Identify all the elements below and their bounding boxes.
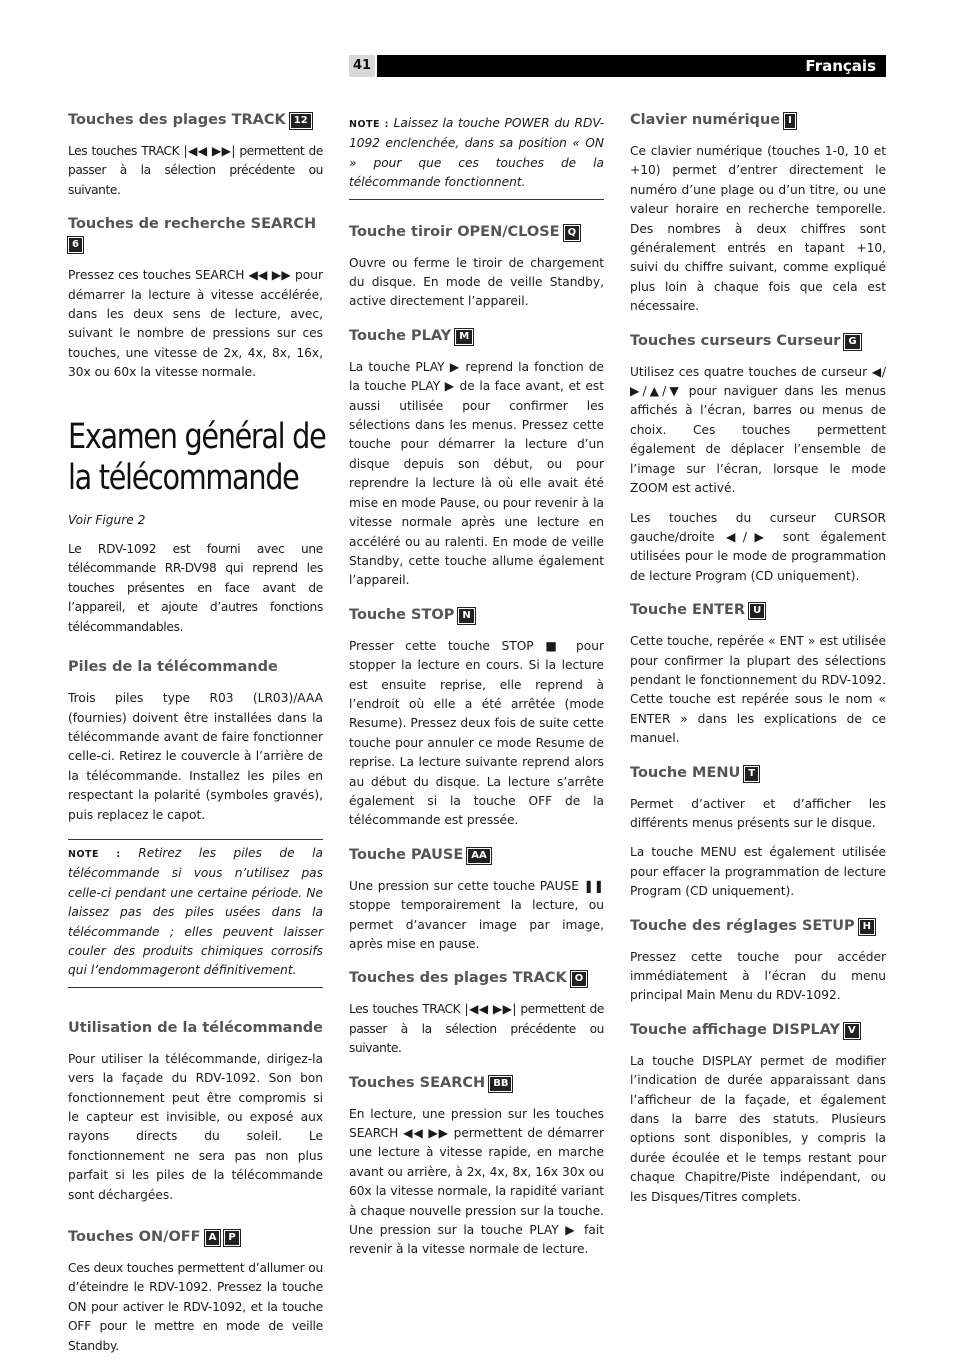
main-heading: Examen général de la télécommande <box>68 416 326 498</box>
paragraph: La touche PLAY ▶ reprend la fonction de la touche PLAY ▶ de la face avant, et est aussi utilisée pour confirmer les sélections dans les menus. Pressez cette touche pour démarrer la lecture d’un disque depuis son début, ou pour reprendre la lecture là où elle avait été mise en mode Pause, ou pour revenir à la vitesse normale après une lecture en accéléré ou au ralenti. En mode de veille Standby, cette touche allume également l’appareil. <box>349 359 604 588</box>
section-title: Utilisation de la télécommande <box>68 1019 323 1036</box>
section-remote-usage <box>68 1018 323 1205</box>
key-badge: I <box>784 113 796 129</box>
section-numeric-keypad <box>630 110 886 317</box>
paragraph: Pressez cette touche pour accéder immédiatement à l’écran du menu principal Main Menu du RDV-1092. <box>630 949 886 1003</box>
section-batteries <box>68 657 323 825</box>
section-title: Touches curseurs Curseur G <box>630 331 886 351</box>
key-badge: 6 <box>68 237 83 253</box>
section-pause <box>349 845 604 955</box>
key-badge: V <box>844 1023 860 1039</box>
key-badge: BB <box>489 1076 512 1092</box>
column-1 <box>68 110 326 1370</box>
paragraph: Une pression sur cette touche PAUSE ❚❚ stoppe temporairement la lecture, ou permet d’avancer image par image, après mise en pause. <box>349 878 604 951</box>
key-badge: 12 <box>290 113 312 129</box>
section-enter <box>630 600 886 748</box>
column-3 <box>630 110 886 1221</box>
intro-paragraph: Le RDV-1092 est fourni avec une télécommande RR-DV98 qui reprend les touches présentes en face avant de l’appareil, et ajoute d’autres fonctions télécommandables. <box>68 542 323 634</box>
section-title: Touches de recherche SEARCH 6 <box>68 214 323 254</box>
section-track-buttons <box>68 110 323 200</box>
section-cursor <box>630 331 886 586</box>
section-stop <box>349 605 604 831</box>
figure-reference: Voir Figure 2 <box>68 512 146 527</box>
key-badge: U <box>749 603 765 619</box>
key-badge: N <box>458 608 474 624</box>
section-setup <box>630 916 886 1006</box>
header-bar <box>377 55 886 77</box>
section-search-buttons <box>68 214 323 382</box>
language-label: Français <box>805 57 876 75</box>
column-2 <box>349 110 604 1274</box>
paragraph: Presser cette touche STOP ■ pour stopper la lecture en cours. Si la lecture est ensuite reprise, elle reprend à l’endroit où elle a été arrêtée (mode Resume). Pressez deux fois de suite cette touche pour annuler ce mode Resume de reprise. La lecture suivante reprend alors au début du disque. La lecture s’arrête également si la touche OFF de la télécommande est pressée. <box>349 638 604 828</box>
section-open-close <box>349 222 604 312</box>
paragraph: Les touches TRACK |◀◀ ▶▶| permettent de passer à la sélection précédente ou suivante. <box>68 144 323 197</box>
section-title: Touche MENU T <box>630 763 886 783</box>
section-title: Piles de la télécommande <box>68 659 278 676</box>
section-title: Touches SEARCH BB <box>349 1073 604 1093</box>
section-title: Touches ON/OFF A P <box>68 1227 323 1247</box>
section-title: Clavier numérique I <box>630 110 886 130</box>
section-title: Touche PLAY M <box>349 326 604 346</box>
section-play <box>349 326 604 591</box>
key-badge: T <box>744 766 759 782</box>
note-label: NOTE : <box>349 119 389 130</box>
key-badge: A <box>205 1230 221 1246</box>
note-text: NOTE : Laissez la touche POWER du RDV-1092 enclenchée, dans sa position « ON » pour que ces touches de la télécommande fonctionnent. <box>349 116 605 190</box>
key-badge: O <box>571 971 588 987</box>
key-badge: H <box>859 919 875 935</box>
key-badge: Q <box>564 225 581 241</box>
section-menu <box>630 763 886 902</box>
paragraph: En lecture, une pression sur les touches SEARCH ◀◀ ▶▶ permettent de démarrer une lecture à vitesse rapide, en marche avant ou arrière, à 2x, 4x, 8x, 16x 30x ou 60x la vitesse normale, la rapidité variant à chaque nouvelle pression sur la touche. Une pression sur la touche PLAY ▶ fait revenir à la vitesse normale de lecture. <box>349 1106 604 1257</box>
paragraph: Pour utiliser la télécommande, dirigez-la vers la façade du RDV-1092. Son bon fonctionnement peut être compromis si le capteur est invisible, ou exposé aux rayons directs du soleil. Le fonctionnement ne sera pas non plus parfait si les piles de la télécommande sont déchargées. <box>68 1051 323 1202</box>
key-badge: AA <box>467 848 490 864</box>
section-title: Touche ENTER U <box>630 600 886 620</box>
paragraph: Les touches TRACK |◀◀ ▶▶| permettent de passer à la sélection précédente ou suivante. <box>349 1002 604 1056</box>
paragraph: Les touches du curseur CURSOR gauche/droite ◀/▶ sont également utilisées pour le mode de programmation de lecture Program (CD uniquement). <box>630 510 886 583</box>
section-title: Touche tiroir OPEN/CLOSE Q <box>349 222 604 242</box>
key-badge: G <box>844 334 860 350</box>
section-title: Touche STOP N <box>349 605 604 625</box>
paragraph: Permet d’activer et d’afficher les différents menus présents sur le disque. <box>630 796 886 830</box>
key-badge: P <box>224 1230 239 1246</box>
paragraph: Utilisez ces quatre touches de curseur ◀/▶/▲/▼ pour naviguer dans les menus affichés à l’écran, barres ou menus de choix. Ces touches permettent également de déplacer l’ensemble de l’image sur l’écran, lorsque le mode ZOOM est activé. <box>630 364 886 496</box>
paragraph: Ce clavier numérique (touches 1-0, 10 et +10) permet d’entrer directement le numéro d’une plage ou d’un titre, ou une valeur horaire en recherche temporelle. Des nombres à deux chiffres sont généralement entrés en tapant +10, suivi du chiffre suivant, comme expliqué plus loin à chaque fois que cela est nécessaire. <box>630 144 886 314</box>
key-badge: M <box>455 329 473 345</box>
paragraph: Pressez ces touches SEARCH ◀◀ ▶▶ pour démarrer la lecture à vitesse accélérée, dans les deux sens de lecture, avec, suivant le nombre de pressions sur ces touches, une vitesse de 2x, 4x, 8x, 16x, 30x ou 60x la vitesse normale. <box>68 268 323 380</box>
section-title: Touche PAUSE AA <box>349 845 604 865</box>
paragraph: Ces deux touches permettent d’allumer ou d’éteindre le RDV-1092. Pressez la touche ON pour activer le RDV-1092, et la touche OFF pour le mettre en mode de veille Standby. <box>68 1261 323 1353</box>
page-number: 41 <box>349 55 375 77</box>
section-search <box>349 1073 604 1260</box>
section-track-buttons-2 <box>349 968 604 1058</box>
note-text: NOTE : Retirez les piles de la télécommande si vous n’utilisez pas celle-ci pendant une certaine période. Ne laissez pas des piles usées dans la télécommande ; elles peuvent laisser couler des produits chimiques corrosifs qui l’endommageront définitivement. <box>68 845 324 978</box>
section-title: Touches des plages TRACK 12 <box>68 110 323 130</box>
paragraph: Ouvre ou ferme le tiroir de chargement du disque. En mode de veille Standby, active directement l’appareil. <box>349 255 604 309</box>
section-on-off <box>68 1227 323 1356</box>
note-box <box>349 110 604 200</box>
paragraph: La touche MENU est également utilisée pour effacer la programmation de lecture Program (CD uniquement). <box>630 845 886 899</box>
note-label: NOTE : <box>68 848 121 860</box>
paragraph: Cette touche, repérée « ENT » est utilisée pour confirmer la plupart des sélections pendant le fonctionnement du RDV-1092. Cette touche est repérée sous le nom « ENTER » dans les explications de ce manuel. <box>630 634 886 746</box>
section-title: Touches des plages TRACK O <box>349 968 604 988</box>
section-title: Touche des réglages SETUP H <box>630 916 886 936</box>
paragraph: La touche DISPLAY permet de modifier l’indication de durée apparaissant dans l’afficheur de la façade, et également dans la barre des statuts. Plusieurs options sont disponibles, y compris la durée écoulée et le temps restant pour chaque Chapitre/Piste indépendant, ou les Disques/Titres complets. <box>630 1053 886 1204</box>
note-box <box>68 839 323 988</box>
paragraph: Trois piles type R03 (LR03)/AAA (fournies) doivent être installées dans la télécommande avant de faire fonctionner celle-ci. Retirez le couvercle à l’arrière de la télécommande. Installez les piles en respectant la polarité (symboles gravés), puis replacez le capot. <box>68 691 323 822</box>
section-title: Touche affichage DISPLAY V <box>630 1020 886 1040</box>
section-display <box>630 1020 886 1207</box>
